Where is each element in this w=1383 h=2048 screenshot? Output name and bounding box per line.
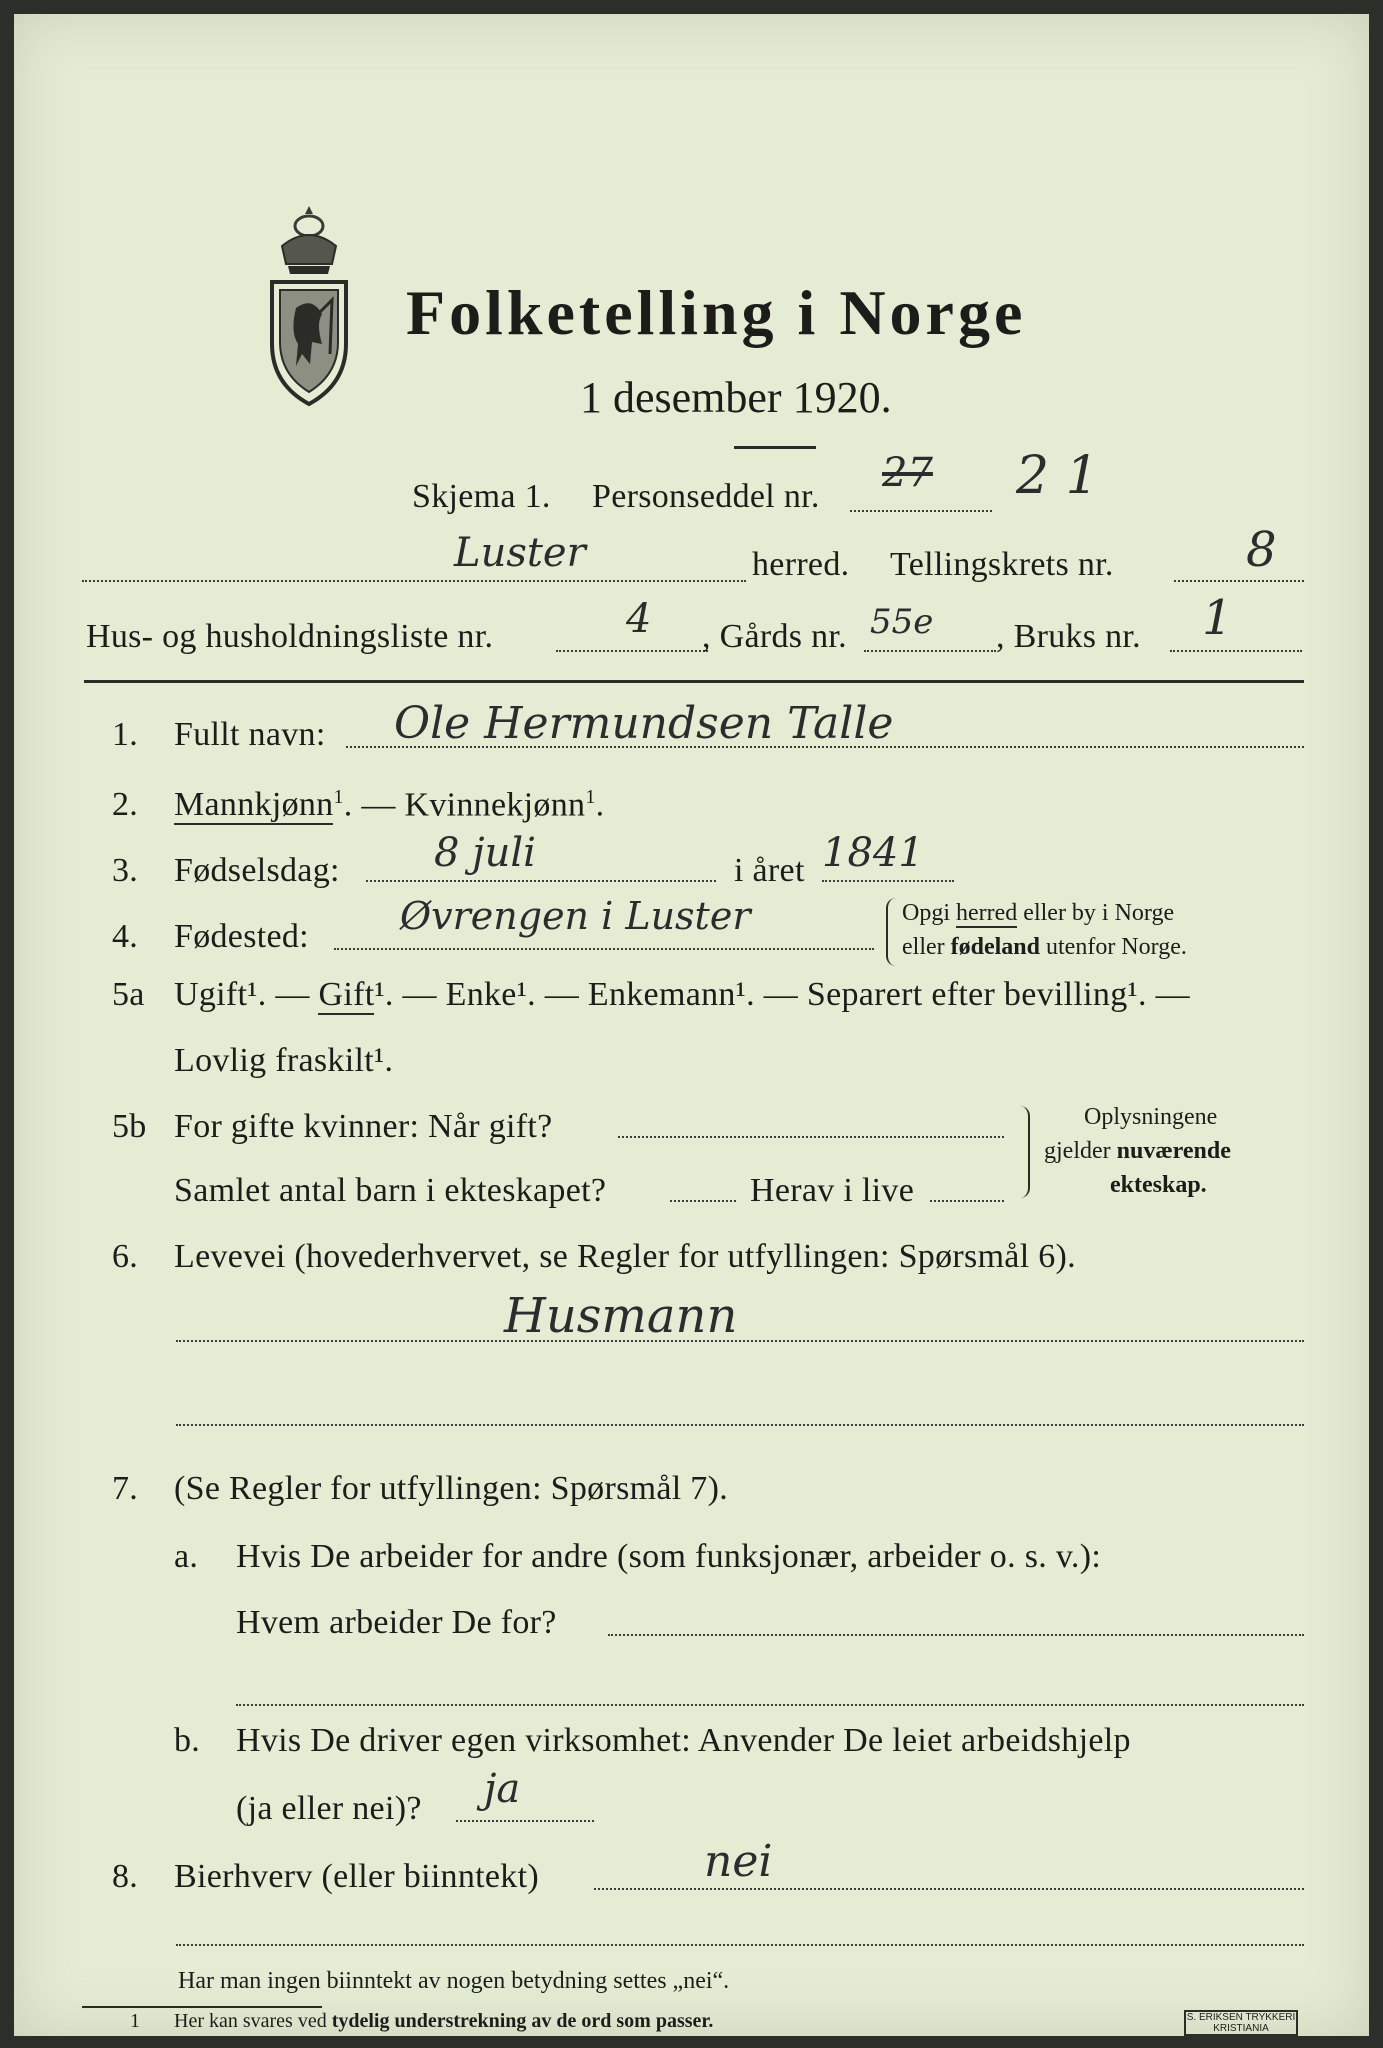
census-date: 1 desember 1920. <box>580 373 892 422</box>
q8-line <box>594 1888 1304 1890</box>
coat-of-arms-icon <box>260 204 358 414</box>
q5a-options: Ugift¹. — Gift¹. — Enke¹. — Enkemann¹. — Separert efter bevilling¹. — <box>174 976 1190 1013</box>
q7-label: (Se Regler for utfyllingen: Spørsmål 7). <box>174 1470 729 1507</box>
q7a-line2: Hvem arbeider De for? <box>236 1604 557 1641</box>
personseddel-label: Personseddel nr. <box>592 478 820 515</box>
q8-label: Bierhverv (eller biinntekt) <box>174 1858 539 1895</box>
q5b-alive-label: Herav i live <box>750 1172 915 1209</box>
q7b-line <box>456 1820 594 1822</box>
q6-line1 <box>176 1340 1304 1342</box>
q4-line <box>334 948 874 950</box>
q6-number: 6. <box>112 1238 139 1275</box>
q7b-value: ja <box>484 1766 521 1812</box>
gards-label: , Gårds nr. <box>702 618 847 655</box>
herred-line <box>82 580 746 582</box>
personseddel-line <box>850 510 992 512</box>
bruks-label: , Bruks nr. <box>996 618 1141 655</box>
q4-note-line2: eller fødeland utenfor Norge. <box>902 934 1187 960</box>
footer-rule <box>82 2006 322 2008</box>
footnote: 1 Her kan svares ved tydelig understrekning av de ord som passer. <box>130 2010 714 2032</box>
q2-options: Mannkjønn$^1$. — Kvinnekjønn$^1$. <box>174 786 605 824</box>
q3-value: 8 juli <box>434 830 536 876</box>
header-rule <box>84 680 1304 683</box>
q3-label: Fødselsdag: <box>174 852 340 889</box>
tellingskrets-label: Tellingskrets nr. <box>890 546 1114 583</box>
herred-value: Luster <box>454 530 586 576</box>
hus-label: Hus- og husholdningsliste nr. <box>86 618 494 655</box>
q1-label: Fullt navn: <box>174 716 326 753</box>
personseddel-value: 2 1 <box>1016 446 1099 506</box>
q5b-married-line <box>618 1136 1004 1138</box>
herred-label: herred. <box>752 546 850 583</box>
footer-note: Har man ingen biinntekt av nogen betydning settes „nei“. <box>178 1968 730 1994</box>
hus-value: 4 <box>626 596 652 642</box>
q4-label: Fødested: <box>174 918 309 955</box>
tellingskrets-line <box>1174 580 1304 582</box>
q5b-alive-line <box>930 1200 1004 1202</box>
q6-line2 <box>176 1424 1304 1426</box>
q7b-number: b. <box>174 1722 201 1759</box>
gards-line <box>864 650 996 652</box>
q2-male: Mannkjønn <box>174 786 334 824</box>
q5b-note2: gjelder nuværende <box>1044 1138 1231 1164</box>
q7b-line2: (ja eller nei)? <box>236 1790 422 1827</box>
q5b-children-line <box>670 1200 736 1202</box>
q7a-line1: Hvis De arbeider for andre (som funksjonær, arbeider o. s. v.): <box>236 1538 1102 1575</box>
q7a-employer-line <box>608 1634 1304 1636</box>
gards-value: 55e <box>870 602 934 642</box>
q7-number: 7. <box>112 1470 139 1507</box>
bruks-value: 1 <box>1202 590 1233 646</box>
q3-number: 3. <box>112 852 139 889</box>
q2-number: 2. <box>112 786 139 823</box>
q7a-employer-line2 <box>236 1704 1304 1706</box>
q3-line <box>366 880 716 882</box>
q1-value: Ole Hermundsen Talle <box>394 698 894 749</box>
q4-note-line1: Opgi herred eller by i Norge <box>902 900 1175 926</box>
q5b-number: 5b <box>112 1108 147 1145</box>
schema-label: Skjema 1. <box>412 478 551 515</box>
q4-bracket <box>886 898 898 966</box>
q6-value: Husmann <box>504 1288 738 1344</box>
q5b-line1: For gifte kvinner: Når gift? <box>174 1108 553 1145</box>
q4-value: Øvrengen i Luster <box>400 894 751 938</box>
q3-year-value: 1841 <box>822 830 924 876</box>
q5b-line2: Samlet antal barn i ekteskapet? <box>174 1172 607 1209</box>
q5b-bracket <box>1018 1106 1030 1198</box>
q7b-line1: Hvis De driver egen virksomhet: Anvender De leiet arbeidshjelp <box>236 1722 1131 1759</box>
form-title: Folketelling i Norge <box>406 277 1027 348</box>
q5a-number: 5a <box>112 976 145 1013</box>
tellingskrets-value: 8 <box>1246 522 1277 578</box>
q5b-note3: ekteskap. <box>1110 1172 1207 1198</box>
hus-line <box>556 650 708 652</box>
q7a-number: a. <box>174 1538 199 1575</box>
q2-female: Kvinnekjønn <box>404 786 586 824</box>
q4-number: 4. <box>112 918 139 955</box>
title-divider <box>734 446 816 449</box>
census-form <box>14 14 1369 2036</box>
q6-label: Levevei (hovederhvervet, se Regler for utfyllingen: Spørsmål 6). <box>174 1238 1076 1275</box>
q8-number: 8. <box>112 1858 139 1895</box>
q5b-note1: Oplysningene <box>1084 1104 1218 1130</box>
printer-stamp: S. ERIKSEN TRYKKERI KRISTIANIA <box>1184 2010 1298 2036</box>
q8-line2 <box>176 1944 1304 1946</box>
q1-number: 1. <box>112 716 139 753</box>
bruks-line <box>1170 650 1302 652</box>
q3-year-line <box>822 880 954 882</box>
q8-value: nei <box>704 1836 773 1887</box>
q5a-line2: Lovlig fraskilt¹. <box>174 1042 394 1079</box>
personseddel-struck: 27 <box>882 450 933 496</box>
q3-year-label: i året <box>734 852 805 889</box>
